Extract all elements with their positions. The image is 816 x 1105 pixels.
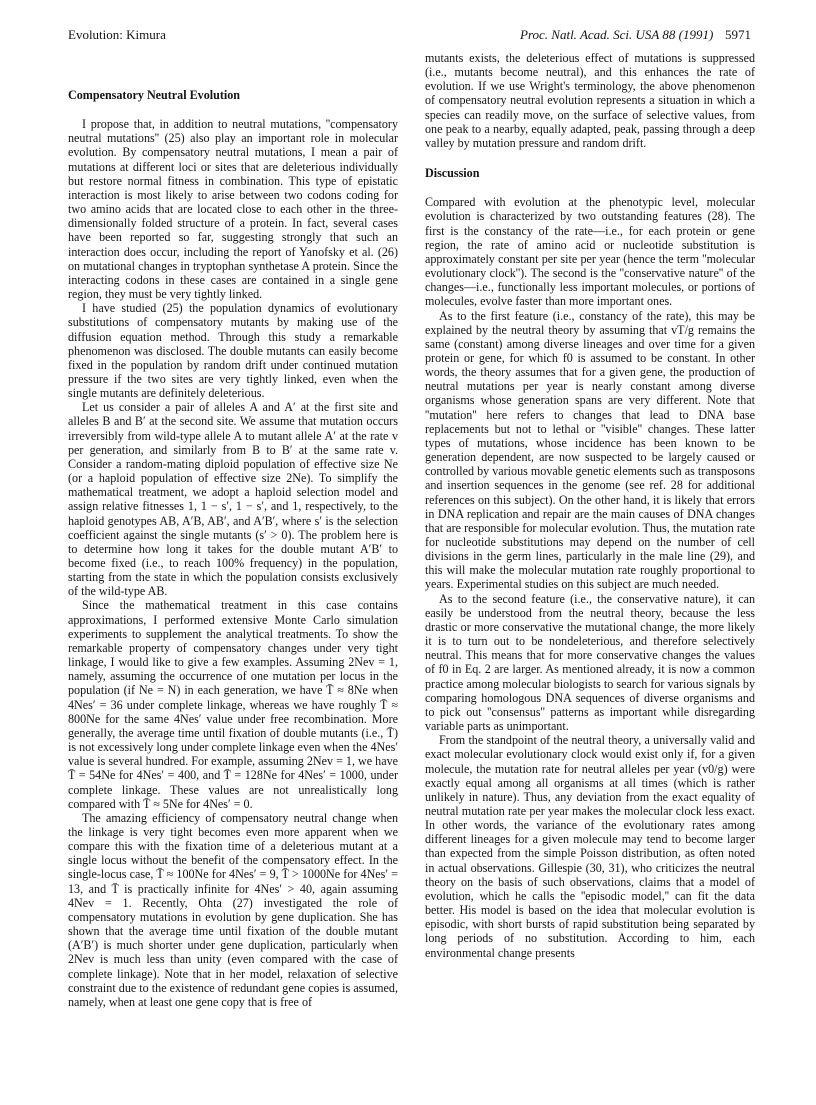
paragraph: Compared with evolution at the phenotypic level, molecular evolution is characterized by two outstanding features (28). The first is the constancy of the rate—i.e., for each protein or gene region, the rate of amino acid or nucleotide substitution is approximately constant per site per year (hence the term ''molecular evolutionary clock''). The second is the ''conservative nature'' of the changes—i.e., functionally less important molecules, or portions of molecules, evolve faster than more important ones. [425, 195, 755, 309]
paragraph: The amazing efficiency of compensatory neutral change when the linkage is very tight becomes even more apparent when we compare this with the fixation time of a deleterious mutant at a single locus without the benefit of the compensatory effect. In the single-locus case, T̄ ≈ 100Ne for 4Nes′ = 9, T̄ > 1000Ne for 4Nes′ = 13, and T̄ is practically infinite for 4Nes′ > 40, again assuming 4Nev = 1. Recently, Ohta (27) investigated the role of compensatory mutations in evolution by gene duplication. She has shown that the average time until fixation of the double mutant (A′B′) is much shorter under gene duplication, particularly when 2Nev is much less than unity (even compared with the case of complete linkage). Note that in her model, relaxation of selective constraint due to the existence of redundant gene copies is assumed, namely, when at least one gene copy that is free of [68, 810, 398, 1009]
paragraph: As to the first feature (i.e., constancy of the rate), this may be explained by the neutral theory by assuming that vT/g remains the same (constant) among diverse lineages and over time for a given protein or gene, for which f0 is assumed to be constant. In other words, the theory assumes that for a given gene, the production of neutral mutations per year is nearly constant among diverse organisms whose generation spans are very different. Note that ''mutation'' here refers to changes that lead to DNA base replacements but not to lethal or ''visible'' changes. These latter types of mutations, whose incidence has been known to be generation dependent, are now suspected to be largely caused or controlled by various movable genetic elements such as transposons and insertion sequences in the genome (see ref. 28 for additional references on this subject). On the other hand, it is likely that errors in DNA replication and repair are the main causes of DNA changes that are responsible for molecular evolution. Thus, the mutation rate for nucleotide substitutions may depend on the number of cell divisions in the germ lines, particularly in the male line (29), and this will make the molecular mutation rate roughly proportional to years. Experimental studies on this subject are much needed. [425, 308, 755, 592]
running-head-journal: Proc. Natl. Acad. Sci. USA 88 (1991) [520, 27, 714, 42]
section-heading-compensatory: Compensatory Neutral Evolution [68, 88, 240, 102]
page-number: 5971 [725, 27, 751, 42]
paragraph: As to the second feature (i.e., the conservative nature), it can easily be understood from the neutral theory, because the less drastic or more conservative the mutational change, the more likely it is to turn out to be nondeleterious, and therefore selectively neutral. This means that for more conservative changes the values of f0 in Eq. 2 are larger. As mentioned already, it is now a common practice among molecular biologists to search for various signals by comparing homologous DNA sequences of diverse organisms and to pick out ''consensus'' patterns as important while disregarding variable parts as unimportant. [425, 591, 755, 734]
paragraph: I have studied (25) the population dynamics of evolutionary substitutions of compensatory mutants by making use of the diffusion equation method. Through this study a remarkable phenomenon was disclosed. The double mutants can easily become fixed in the population by random drift under continued mutation pressure if the two sites are very tightly linked, even when the single mutants are definitely deleterious. [68, 301, 398, 401]
paragraph: Let us consider a pair of alleles A and A′ at the first site and alleles B and B′ at the second site. We assume that mutation occurs irreversibly from wild-type allele A to mutant allele A′ at the rate v per generation, and similarly from B to B′ at the same rate v. Consider a random-mating diploid population of effective size Ne (or a haploid population of effective size 2Ne). To simplify the mathematical treatment, we adopt a haploid selection model and assign relative fitnesses 1, 1 − s′, 1 − s′, and 1, respectively, to the haploid genotypes AB, A′B, AB′, and A′B′, where s′ is the selection coefficient against the single mutants (s′ > 0). The problem here is to determine how long it takes for the double mutant A′B′ to become fixed (i.e., to reach 100% frequency) in the population, starting from the state in which the population consists exclusively of the wild-type AB. [68, 400, 398, 599]
section-heading-discussion: Discussion [425, 166, 480, 181]
left-column [68, 88, 398, 1009]
running-head-left: Evolution: Kimura [68, 27, 166, 42]
paragraph: I propose that, in addition to neutral mutations, ''compensatory neutral mutations'' (25) also play an important role in molecular evolution. By compensatory neutral mutations, I mean a pair of mutations at different loci or sites that are deleterious individually but restore normal fitness in combination. This type of epistatic interaction is most likely to arise between two codons coding for two amino acids that are located close to each other in the three-dimensionally folded structure of a protein. In fact, several cases have been reported so far, suggesting strongly that such an interaction does occur, including the report of Yanofsky et al. (26) on mutational changes in tryptophan synthetase A protein. Since the interacting codons in these cases are contained in a single gene region, they must be very tightly linked. [68, 117, 398, 302]
right-column [425, 51, 755, 960]
paragraph: Since the mathematical treatment in this case contains approximations, I performed extensive Monte Carlo simulation experiments to supplement the analytical treatments. To show the remarkable property of compensatory changes under very tight linkage, I would like to give a few examples. Assuming 2Nev = 1, namely, assuming the occurrence of one mutation per locus in the population (if Ne = N) in each generation, we have T̄ ≈ 8Ne when 4Nes′ = 36 under complete linkage, whereas we have roughly T̄ ≈ 800Ne for the same 4Nes′ value under free recombination. More generally, the average time until fixation of double mutants (i.e., T̄) is not excessively long under complete linkage even when the 4Nes′ value is several hundred. For example, assuming 2Nev = 1, we have T̄ = 54Ne for 4Nes′ = 400, and T̄ = 128Ne for 4Nes′ = 1000, under complete linkage. These values are not unrealistically long compared with T̄ ≈ 5Ne for 4Nes′ = 0. [68, 598, 398, 811]
paragraph: From the standpoint of the neutral theory, a universally valid and exact molecular evolutionary clock would exist only if, for a given molecule, the mutation rate for neutral alleles per year (v0/g) were exactly equal among all organisms at all times (which is rather unlikely in nature). Thus, any deviation from the exact equality of neutral mutation rate per year makes the molecular clock less exact. In other words, the variance of the evolutionary rates among different lineages for a given molecule may tend to become larger than expected from the simple Poisson distribution, as often noted in actual observations. Gillespie (30, 31), who criticizes the neutral theory on the basis of such observations, claims that a model of evolution, which he calls the ''episodic model,'' can fit the data better. His model is based on the idea that molecular evolution is episodic, with short bursts of rapid substitution being separated by long periods of no substitution. According to him, each environmental change presents [425, 733, 755, 960]
paragraph-continuation: mutants exists, the deleterious effect of mutations is suppressed (i.e., mutants become neutral), and this enhances the rate of evolution. If we use Wright's terminology, the above phenomenon of compensatory neutral evolution represents a situation in which a species can readily move, on the surface of selective values, from one peak to a nearby, equally adapted, peak, passing through a deep valley by mutation pressure and random drift. [425, 51, 755, 150]
